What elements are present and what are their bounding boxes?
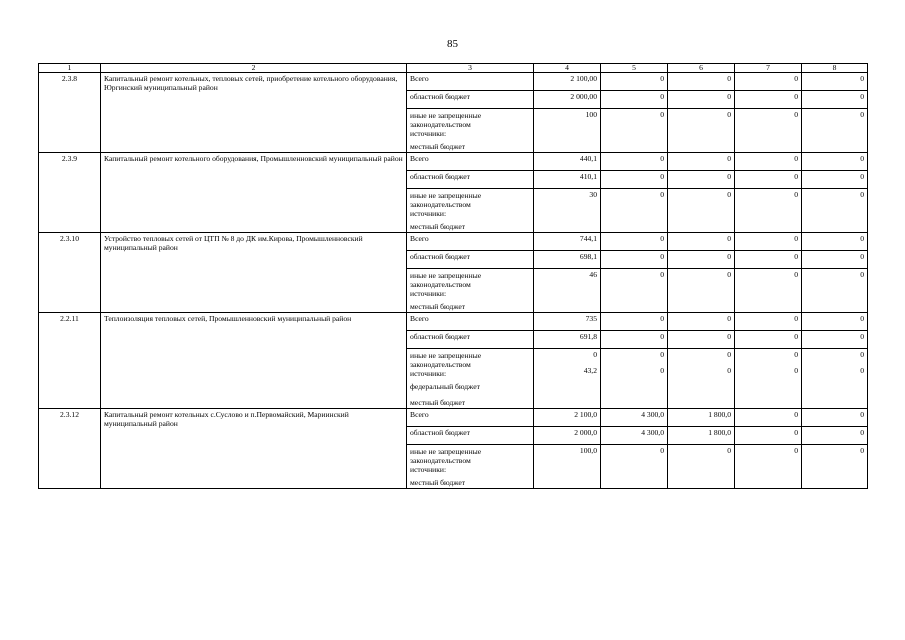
table-row (39, 153, 868, 171)
item-code: 2.3.12 (39, 409, 101, 489)
value: 0 (660, 350, 664, 359)
value: 0 (727, 190, 731, 199)
value-cell (735, 349, 802, 409)
value-cell: 0 (601, 91, 668, 109)
value-cell (601, 349, 668, 409)
value-cell (534, 109, 601, 153)
column-number: 1 (39, 64, 101, 73)
value-cell: 0 (735, 171, 802, 189)
table-row (39, 409, 868, 427)
page-number: 85 (447, 38, 458, 50)
table-row (39, 233, 868, 251)
value: 0 (860, 446, 864, 455)
value-cell (802, 349, 868, 409)
item-name: Капитальный ремонт котельных, тепловых сетей, приобретение котельного оборудования, Юргинский муниципальный район (101, 73, 407, 153)
sub-source-label: местный бюджет (410, 142, 466, 151)
value-cell (668, 269, 735, 313)
value-cell: 0 (668, 171, 735, 189)
value-cell: 735 (534, 313, 601, 331)
value-cell: 440,1 (534, 153, 601, 171)
item-name: Устройство тепловых сетей от ЦТП № 8 до ДК им.Кирова, Промышленновский муниципальный район (101, 233, 407, 313)
value-cell: 0 (735, 331, 802, 349)
value-cell: 0 (668, 73, 735, 91)
value-cell (668, 445, 735, 489)
value-cell: 0 (802, 73, 868, 91)
value: 0 (794, 366, 798, 375)
table-row (39, 73, 868, 91)
value-cell: 698,1 (534, 251, 601, 269)
value-cell: 0 (802, 313, 868, 331)
value-cell: 2 000,0 (534, 427, 601, 445)
value-cell: 0 (668, 153, 735, 171)
value-cell (534, 269, 601, 313)
value: 0 (794, 110, 798, 119)
value: 0 (660, 110, 664, 119)
item-code: 2.2.11 (39, 313, 101, 409)
value-cell (601, 109, 668, 153)
value-cell: 0 (601, 153, 668, 171)
value: 46 (589, 270, 597, 279)
source-label (407, 189, 534, 233)
source-label: Всего (407, 313, 534, 331)
item-code: 2.3.9 (39, 153, 101, 233)
other-sources-label: иные не запрещенные законодательством источники: (410, 447, 482, 474)
value-cell: 0 (802, 233, 868, 251)
source-label (407, 109, 534, 153)
value-cell (601, 189, 668, 233)
value: 0 (660, 366, 664, 375)
value-cell: 0 (601, 331, 668, 349)
source-label: Всего (407, 73, 534, 91)
value: 100,0 (579, 446, 597, 455)
column-number: 4 (534, 64, 601, 73)
sub-source-label: федеральный бюджет (410, 382, 480, 391)
value-cell: 0 (802, 409, 868, 427)
value: 0 (727, 270, 731, 279)
value-cell: 0 (802, 427, 868, 445)
column-number: 5 (601, 64, 668, 73)
value: 0 (860, 190, 864, 199)
value-cell (601, 269, 668, 313)
value-cell (534, 349, 601, 409)
value: 0 (794, 270, 798, 279)
value-cell: 0 (668, 313, 735, 331)
value-cell: 0 (735, 153, 802, 171)
value-cell: 0 (601, 73, 668, 91)
other-sources-label: иные не запрещенные законодательством источники: (410, 351, 482, 378)
value-cell: 0 (802, 153, 868, 171)
value-cell (601, 445, 668, 489)
value: 0 (660, 446, 664, 455)
value-cell: 4 300,0 (601, 427, 668, 445)
value: 0 (660, 190, 664, 199)
value-cell (735, 189, 802, 233)
value-cell (668, 109, 735, 153)
value: 0 (860, 270, 864, 279)
budget-table (38, 63, 868, 489)
value-cell (735, 269, 802, 313)
value: 0 (860, 366, 864, 375)
source-label: Всего (407, 153, 534, 171)
value-cell: 0 (601, 251, 668, 269)
source-label: Всего (407, 409, 534, 427)
source-label (407, 445, 534, 489)
value-cell: 0 (668, 91, 735, 109)
value-cell: 4 300,0 (601, 409, 668, 427)
value-cell: 0 (735, 313, 802, 331)
value: 0 (794, 350, 798, 359)
sub-source-label: местный бюджет (410, 222, 466, 231)
source-label (407, 269, 534, 313)
value: 0 (593, 350, 597, 359)
other-sources-label: иные не запрещенные законодательством источники: (410, 191, 482, 218)
source-label: Всего (407, 233, 534, 251)
column-number: 3 (407, 64, 534, 73)
value: 0 (727, 366, 731, 375)
value-cell: 1 800,0 (668, 427, 735, 445)
source-label: областной бюджет (407, 251, 534, 269)
value-cell: 0 (601, 171, 668, 189)
value-cell (668, 349, 735, 409)
value: 43,2 (583, 366, 597, 375)
value: 0 (660, 270, 664, 279)
value-cell: 2 100,0 (534, 409, 601, 427)
value-cell: 691,8 (534, 331, 601, 349)
column-number: 2 (101, 64, 407, 73)
source-label: областной бюджет (407, 171, 534, 189)
item-code: 2.3.8 (39, 73, 101, 153)
source-label: областной бюджет (407, 427, 534, 445)
item-code: 2.3.10 (39, 233, 101, 313)
value-cell: 0 (735, 91, 802, 109)
value-cell: 0 (668, 331, 735, 349)
value-cell: 0 (735, 73, 802, 91)
value-cell: 1 800,0 (668, 409, 735, 427)
value: 0 (860, 350, 864, 359)
value-cell: 2 100,00 (534, 73, 601, 91)
source-label: областной бюджет (407, 91, 534, 109)
value-cell: 0 (802, 251, 868, 269)
sub-source-label: местный бюджет (410, 398, 466, 407)
source-label (407, 349, 534, 409)
value-cell: 0 (802, 91, 868, 109)
value: 0 (727, 350, 731, 359)
value-cell: 744,1 (534, 233, 601, 251)
value: 0 (794, 190, 798, 199)
item-name: Капитальный ремонт котельного оборудования, Промышленновский муниципальный район (101, 153, 407, 233)
value: 0 (860, 110, 864, 119)
value: 30 (589, 190, 597, 199)
value-cell (668, 189, 735, 233)
value-cell (802, 189, 868, 233)
column-number: 8 (802, 64, 868, 73)
value-cell (802, 109, 868, 153)
value-cell: 0 (735, 427, 802, 445)
value-cell: 0 (668, 233, 735, 251)
value: 100 (585, 110, 597, 119)
value-cell: 410,1 (534, 171, 601, 189)
value-cell: 0 (802, 171, 868, 189)
value-cell: 0 (668, 251, 735, 269)
value-cell (802, 445, 868, 489)
value-cell: 0 (802, 331, 868, 349)
source-label: областной бюджет (407, 331, 534, 349)
other-sources-label: иные не запрещенные законодательством источники: (410, 271, 482, 298)
value-cell (534, 189, 601, 233)
value: 0 (794, 446, 798, 455)
item-name: Теплоизоляция тепловых сетей, Промышленновский муниципальный район (101, 313, 407, 409)
column-number: 6 (668, 64, 735, 73)
value-cell: 0 (735, 251, 802, 269)
value-cell: 0 (735, 409, 802, 427)
value: 0 (727, 446, 731, 455)
sub-source-label: местный бюджет (410, 302, 466, 311)
column-number: 7 (735, 64, 802, 73)
value-cell (735, 445, 802, 489)
item-name: Капитальный ремонт котельных с.Суслово и п.Первомайский, Мариинский муниципальный район (101, 409, 407, 489)
value-cell: 2 000,00 (534, 91, 601, 109)
value-cell (534, 445, 601, 489)
value-cell (735, 109, 802, 153)
table-row (39, 313, 868, 331)
other-sources-label: иные не запрещенные законодательством источники: (410, 111, 482, 138)
sub-source-label: местный бюджет (410, 478, 466, 487)
value-cell: 0 (601, 313, 668, 331)
value-cell: 0 (735, 233, 802, 251)
value-cell (802, 269, 868, 313)
column-number-row (39, 64, 868, 73)
value-cell: 0 (601, 233, 668, 251)
value: 0 (727, 110, 731, 119)
